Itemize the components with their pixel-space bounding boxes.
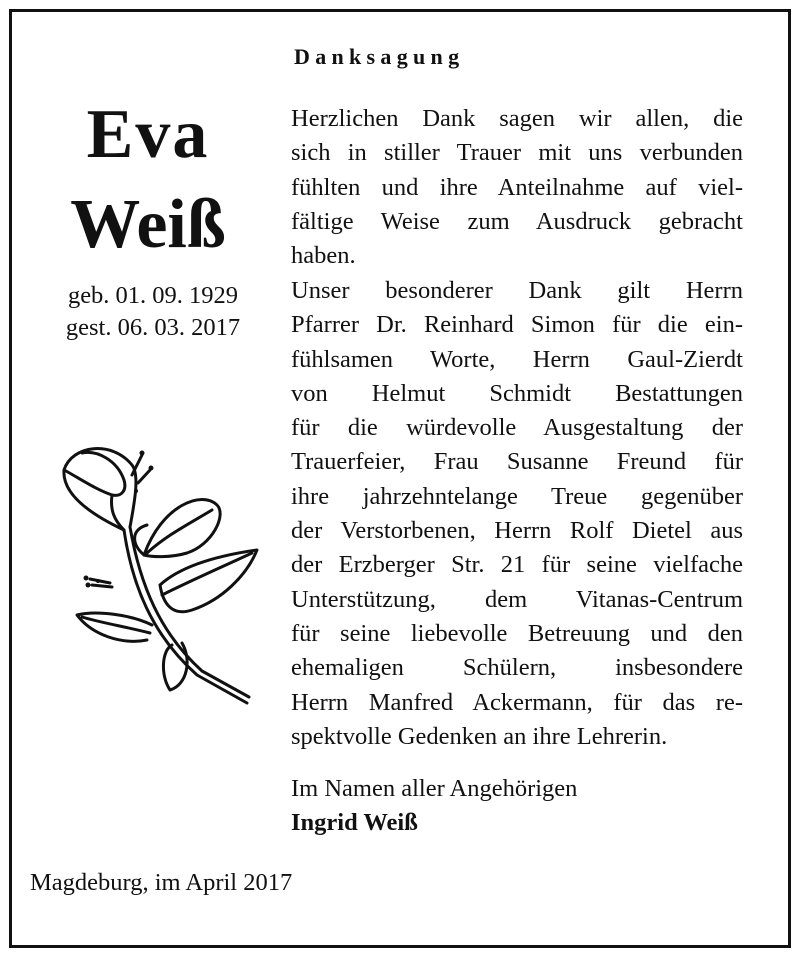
text-line: Trauerfeier, Frau Susanne Freund für xyxy=(291,448,743,476)
text-line: spektvolle Gedenken an ihre Lehrerin. xyxy=(291,722,668,750)
calla-lily-icon xyxy=(52,435,267,705)
text-line: Herrn Manfred Ackermann, für das re- xyxy=(291,688,743,716)
text-line: Unser besonderer Dank gilt Herrn xyxy=(291,277,743,304)
thanks-paragraph-1 xyxy=(291,102,743,273)
place-date: Magdeburg, im April 2017 xyxy=(30,869,293,896)
text-line: fühlten und ihre Anteilnahme auf viel- xyxy=(291,173,743,201)
text-line: ihre jahrzehntelange Treue gegenüber xyxy=(291,482,743,510)
signer-name: Ingrid Weiß xyxy=(291,809,418,836)
text-line: für die würdevolle Ausgestaltung der xyxy=(291,414,743,442)
text-line: fühlsamen Worte, Herrn Gaul-Zierdt xyxy=(291,345,743,373)
deceased-last-name: Weiß xyxy=(70,186,226,263)
text-line: haben. xyxy=(291,242,356,270)
text-line: der Erzberger Str. 21 für seine vielfache xyxy=(291,551,743,579)
text-line: Herzlichen Dank sagen wir allen, die xyxy=(291,105,743,132)
signature-block xyxy=(291,772,577,840)
text-line: fältige Weise zum Ausdruck gebracht xyxy=(291,207,743,235)
birth-date: geb. 01. 09. 1929 xyxy=(67,282,239,309)
text-line: ehemaligen Schülern, insbesondere xyxy=(291,654,743,682)
text-line: für seine liebevolle Betreuung und den xyxy=(291,619,743,647)
text-line: Unterstützung, dem Vitanas-Centrum xyxy=(291,585,743,613)
deceased-first-name: Eva xyxy=(86,96,210,173)
notice-heading: Danksagung xyxy=(294,44,465,69)
life-dates xyxy=(38,280,268,344)
text-line: der Verstorbenen, Herrn Rolf Dietel aus xyxy=(291,517,743,545)
closing-phrase: Im Namen aller Angehörigen xyxy=(291,775,578,802)
text-line: sich in stiller Trauer mit uns verbunden xyxy=(291,139,743,167)
text-line: Pfarrer Dr. Reinhard Simon für die ein- xyxy=(291,311,743,339)
thanks-paragraph-2 xyxy=(291,274,743,754)
text-line: von Helmut Schmidt Bestattungen xyxy=(291,379,743,407)
death-date: gest. 06. 03. 2017 xyxy=(65,314,241,341)
